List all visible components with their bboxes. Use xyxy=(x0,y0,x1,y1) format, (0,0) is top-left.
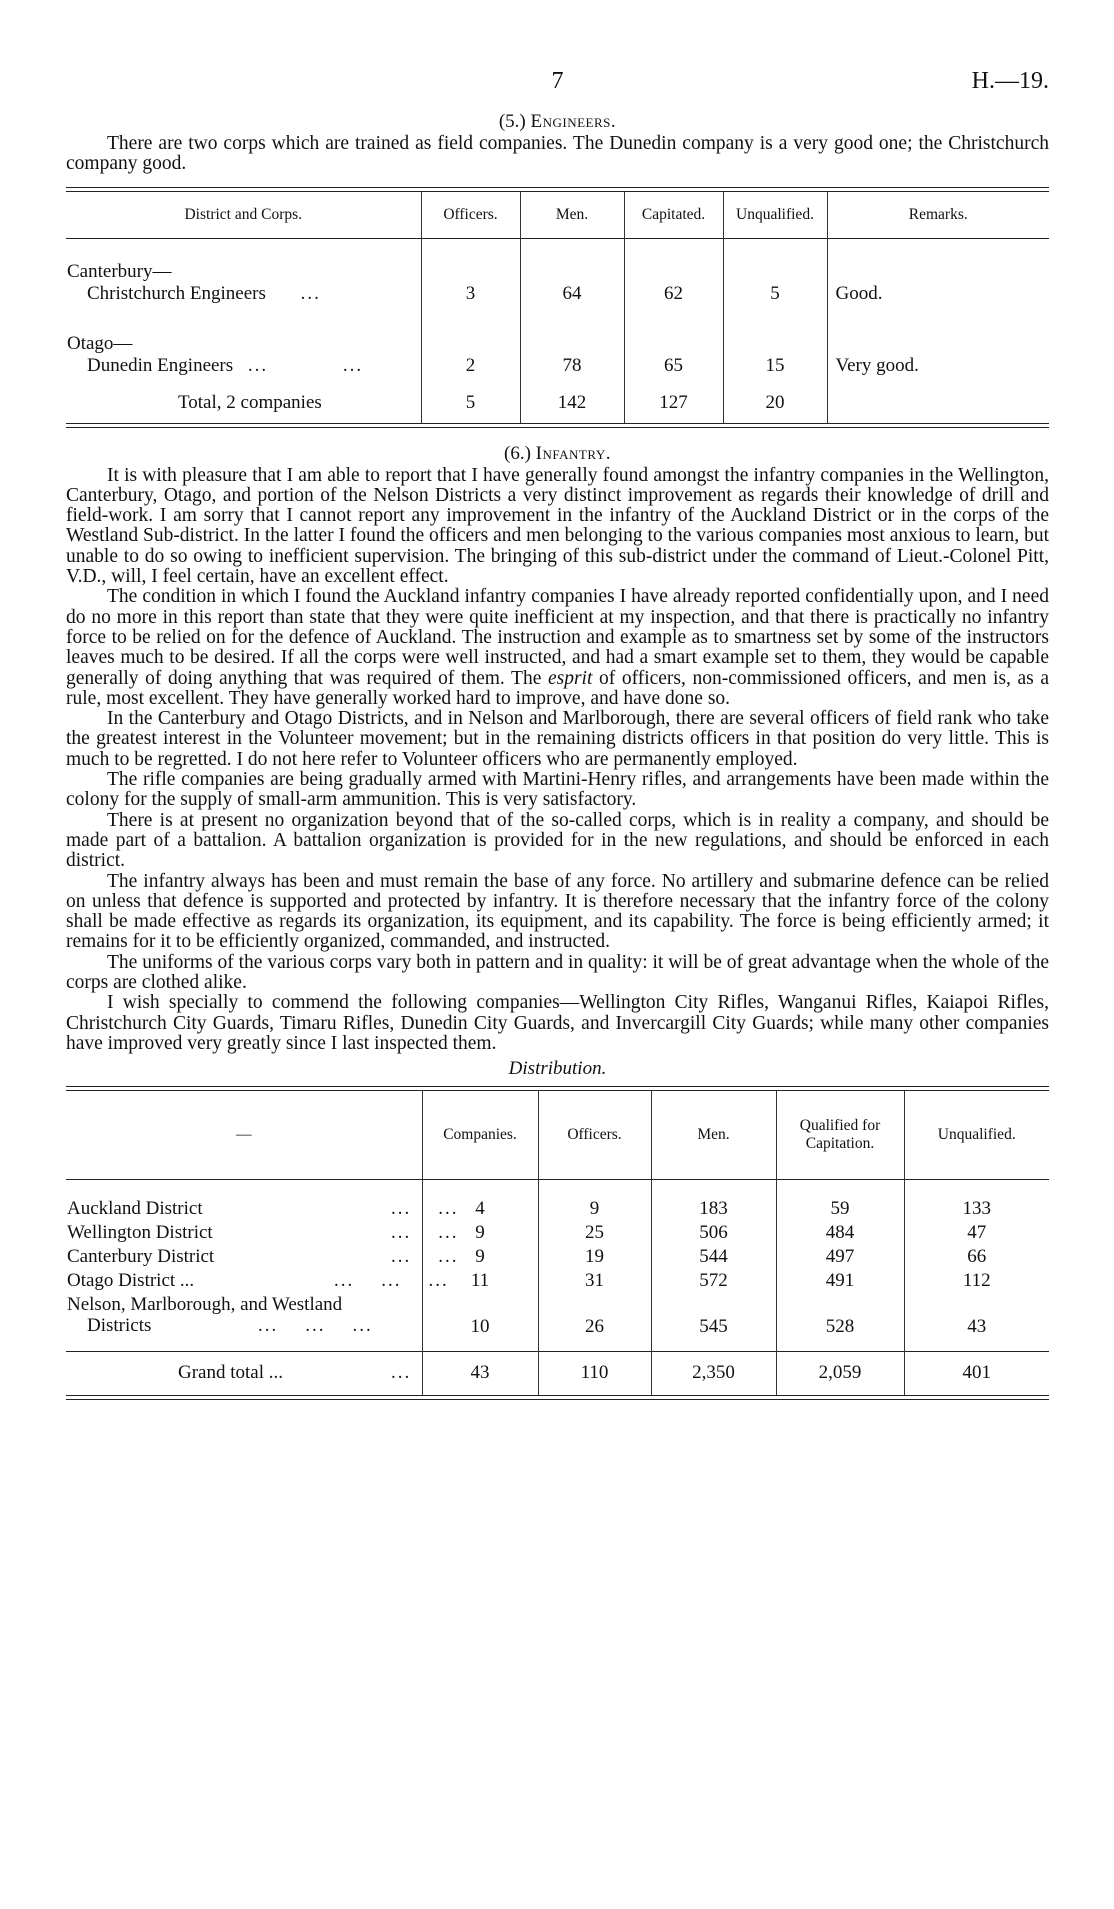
engineers-table-bottom-rule xyxy=(66,423,1049,428)
row-capitated: 65 xyxy=(624,311,723,383)
row-qualified: 59 xyxy=(776,1179,904,1221)
row-officers: 19 xyxy=(538,1245,651,1269)
table-row xyxy=(66,1293,1049,1339)
row-officers: 3 xyxy=(421,239,520,311)
document-code: H.—19. xyxy=(971,68,1049,94)
row-district: Otago— xyxy=(67,332,133,354)
row-companies: 9 xyxy=(422,1245,538,1269)
col-unqualified: Unqualified. xyxy=(723,192,827,239)
row-remarks: Very good. xyxy=(827,311,1049,383)
engineers-heading-text: Engineers. xyxy=(530,111,617,132)
row-district: Otago District ... ... ... ... xyxy=(67,1270,449,1292)
col-officers: Officers. xyxy=(538,1091,651,1179)
total-officers: 5 xyxy=(421,383,520,423)
col-men: Men. xyxy=(651,1091,776,1179)
row-officers: 2 xyxy=(421,311,520,383)
row-companies: 10 xyxy=(422,1293,538,1339)
infantry-paragraph-4: The rifle companies are being gradually armed with Martini-Henry rifles, and arrangements have been made within the colony for the supply of small-arm ammunition. This is very satisfactory. xyxy=(66,769,1049,811)
row-qualified: 484 xyxy=(776,1221,904,1245)
infantry-paragraph-8: I wish specially to commend the following companies—Wellington City Rifles, Wanganui Rifles, Kaiapoi Rifles, Christchurch City Guards, Timaru Rifles, Dunedin City Guards, and Invercargill City Guards; while many other companies have improved very greatly since I last inspected them. xyxy=(66,992,1049,1054)
table-row xyxy=(66,1179,1049,1221)
row-qualified: 491 xyxy=(776,1269,904,1293)
total-label: Total, 2 companies xyxy=(178,391,322,413)
infantry-paragraph-2: The condition in which I found the Auckland infantry companies I have already reported confidentially upon, and I need do no more in this report than state that they were quite inefficient at my inspection, and that there is practically no infantry force to be relied on for the defence of Auckland. The instruction and example as to smartness set by some of the instructors leaves much to be desired. If all the corps were well instructed, and had a smart example set to them, they would be capable generally of doing anything that was required of them. The esprit of officers, non-commissioned officers, and men is, as a rule, most excellent. They have generally worked hard to improve, and have done so. xyxy=(66,586,1049,709)
col-men: Men. xyxy=(520,192,624,239)
col-remarks: Remarks. xyxy=(827,192,1049,239)
col-qualified: Qualified for Capitation. xyxy=(776,1091,904,1179)
col-unqualified: Unqualified. xyxy=(904,1091,1049,1179)
row-district: Auckland District ... ... xyxy=(67,1198,459,1220)
total-officers: 110 xyxy=(538,1351,651,1395)
infantry-paragraph-7: The uniforms of the various corps vary both in pattern and in quality: it will be of great advantage when the whole of the corps are clothed alike. xyxy=(66,951,1049,994)
row-men: 506 xyxy=(651,1221,776,1245)
row-men: 544 xyxy=(651,1245,776,1269)
infantry-paragraph-5: There is at present no organization beyond that of the so-called corps, which is in reality a company, and should be made part of a battalion. A battalion organization is provided for in the new regulations, and should be enforced in each district. xyxy=(66,809,1049,872)
row-district: Canterbury District ... ... xyxy=(67,1246,459,1268)
engineers-intro: There are two corps which are trained as field companies. The Dunedin company is a very good one; the Christchurch company good. xyxy=(66,133,1049,175)
infantry-paragraph-6: The infantry always has been and must remain the base of any force. No artillery and submarine defence can be relied on unless that defence is supported and protected by infantry. It is therefore necessary that the infantry force of the colony shall be made effective as regards its organization, its equipment, and its capability. The force is being efficiently armed; it remains for it to be efficiently organized, commanded, and instructed. xyxy=(66,870,1049,953)
table-row xyxy=(66,311,1049,383)
row-officers: 31 xyxy=(538,1269,651,1293)
row-corps: Dunedin Engineers ... ... xyxy=(87,354,364,376)
total-men: 2,350 xyxy=(651,1351,776,1395)
row-companies: 11 xyxy=(422,1269,538,1293)
row-men: 572 xyxy=(651,1269,776,1293)
distribution-table-bottom-rule xyxy=(66,1395,1049,1400)
engineers-header-row xyxy=(66,192,1049,239)
table-row xyxy=(66,1269,1049,1293)
total-men: 142 xyxy=(520,383,624,423)
document-page xyxy=(66,0,1049,1400)
row-district: Canterbury— xyxy=(67,260,172,282)
engineers-heading xyxy=(66,110,1049,134)
infantry-paragraph-3: In the Canterbury and Otago Districts, and in Nelson and Marlborough, there are several officers of field rank who take the greatest interest in the Volunteer movement; but in the remaining districts officers in that position do very little. This is much to be regretted. I do not here refer to Volunteer officers who are permanently employed. xyxy=(66,708,1049,770)
row-companies: 4 xyxy=(422,1179,538,1221)
row-officers: 26 xyxy=(538,1293,651,1339)
col-officers: Officers. xyxy=(421,192,520,239)
total-row xyxy=(66,1351,1049,1395)
row-district: Nelson, Marlborough, and Westland Districts ... ... ... xyxy=(67,1294,373,1337)
col-district-corps: District and Corps. xyxy=(184,205,303,223)
distribution-table xyxy=(66,1091,1049,1395)
row-qualified: 497 xyxy=(776,1245,904,1269)
row-corps: Christchurch Engineers ... xyxy=(87,282,321,304)
infantry-heading-text: Infantry. xyxy=(535,442,611,464)
page-header xyxy=(66,0,1049,110)
infantry-heading xyxy=(66,442,1049,466)
row-unqualified: 43 xyxy=(904,1293,1049,1339)
table-row xyxy=(66,1221,1049,1245)
total-companies: 43 xyxy=(422,1351,538,1395)
col-dash: — xyxy=(236,1125,252,1143)
row-unqualified: 133 xyxy=(904,1179,1049,1221)
row-companies: 9 xyxy=(422,1221,538,1245)
total-label: Grand total ... ... xyxy=(178,1362,412,1384)
infantry-paragraph-1: It is with pleasure that I am able to report that I have generally found amongst the infantry companies in the Wellington, Canterbury, Otago, and portion of the Nelson Districts a very distinct improvement as regards their knowledge of drill and field-work. I am sorry that I cannot report any improvement in the infantry of the Auckland District or in the corps of the Westland Sub-district. In the latter I found the officers and men belonging to the various companies most anxious to learn, but unable to do so owing to inefficient supervision. The bringing of this sub-district under the command of Lieut.-Colonel Pitt, V.D., will, I feel certain, have an excellent effect. xyxy=(66,464,1049,588)
row-men: 78 xyxy=(520,311,624,383)
row-capitated: 62 xyxy=(624,239,723,311)
row-officers: 9 xyxy=(538,1179,651,1221)
total-capitated: 127 xyxy=(624,383,723,423)
page-number: 7 xyxy=(551,68,564,94)
engineers-table xyxy=(66,192,1049,423)
row-unqualified: 112 xyxy=(904,1269,1049,1293)
total-row xyxy=(66,383,1049,423)
infantry-heading-num: (6.) xyxy=(504,442,531,464)
distribution-title: Distribution. xyxy=(508,1058,607,1080)
distribution-header-row xyxy=(66,1091,1049,1179)
table-row xyxy=(66,1245,1049,1269)
row-qualified: 528 xyxy=(776,1293,904,1339)
row-officers: 25 xyxy=(538,1221,651,1245)
row-unqualified: 15 xyxy=(723,311,827,383)
col-capitated: Capitated. xyxy=(624,192,723,239)
row-unqualified: 5 xyxy=(723,239,827,311)
row-district: Wellington District ... ... xyxy=(67,1222,459,1244)
total-qualified: 2,059 xyxy=(776,1351,904,1395)
engineers-heading-num: (5.) xyxy=(498,111,526,132)
row-unqualified: 66 xyxy=(904,1245,1049,1269)
total-unqualified: 401 xyxy=(904,1351,1049,1395)
row-men: 64 xyxy=(520,239,624,311)
row-men: 183 xyxy=(651,1179,776,1221)
row-remarks: Good. xyxy=(827,239,1049,311)
row-men: 545 xyxy=(651,1293,776,1339)
row-unqualified: 47 xyxy=(904,1221,1049,1245)
total-unqualified: 20 xyxy=(723,383,827,423)
table-row xyxy=(66,239,1049,311)
col-companies: Companies. xyxy=(422,1091,538,1179)
